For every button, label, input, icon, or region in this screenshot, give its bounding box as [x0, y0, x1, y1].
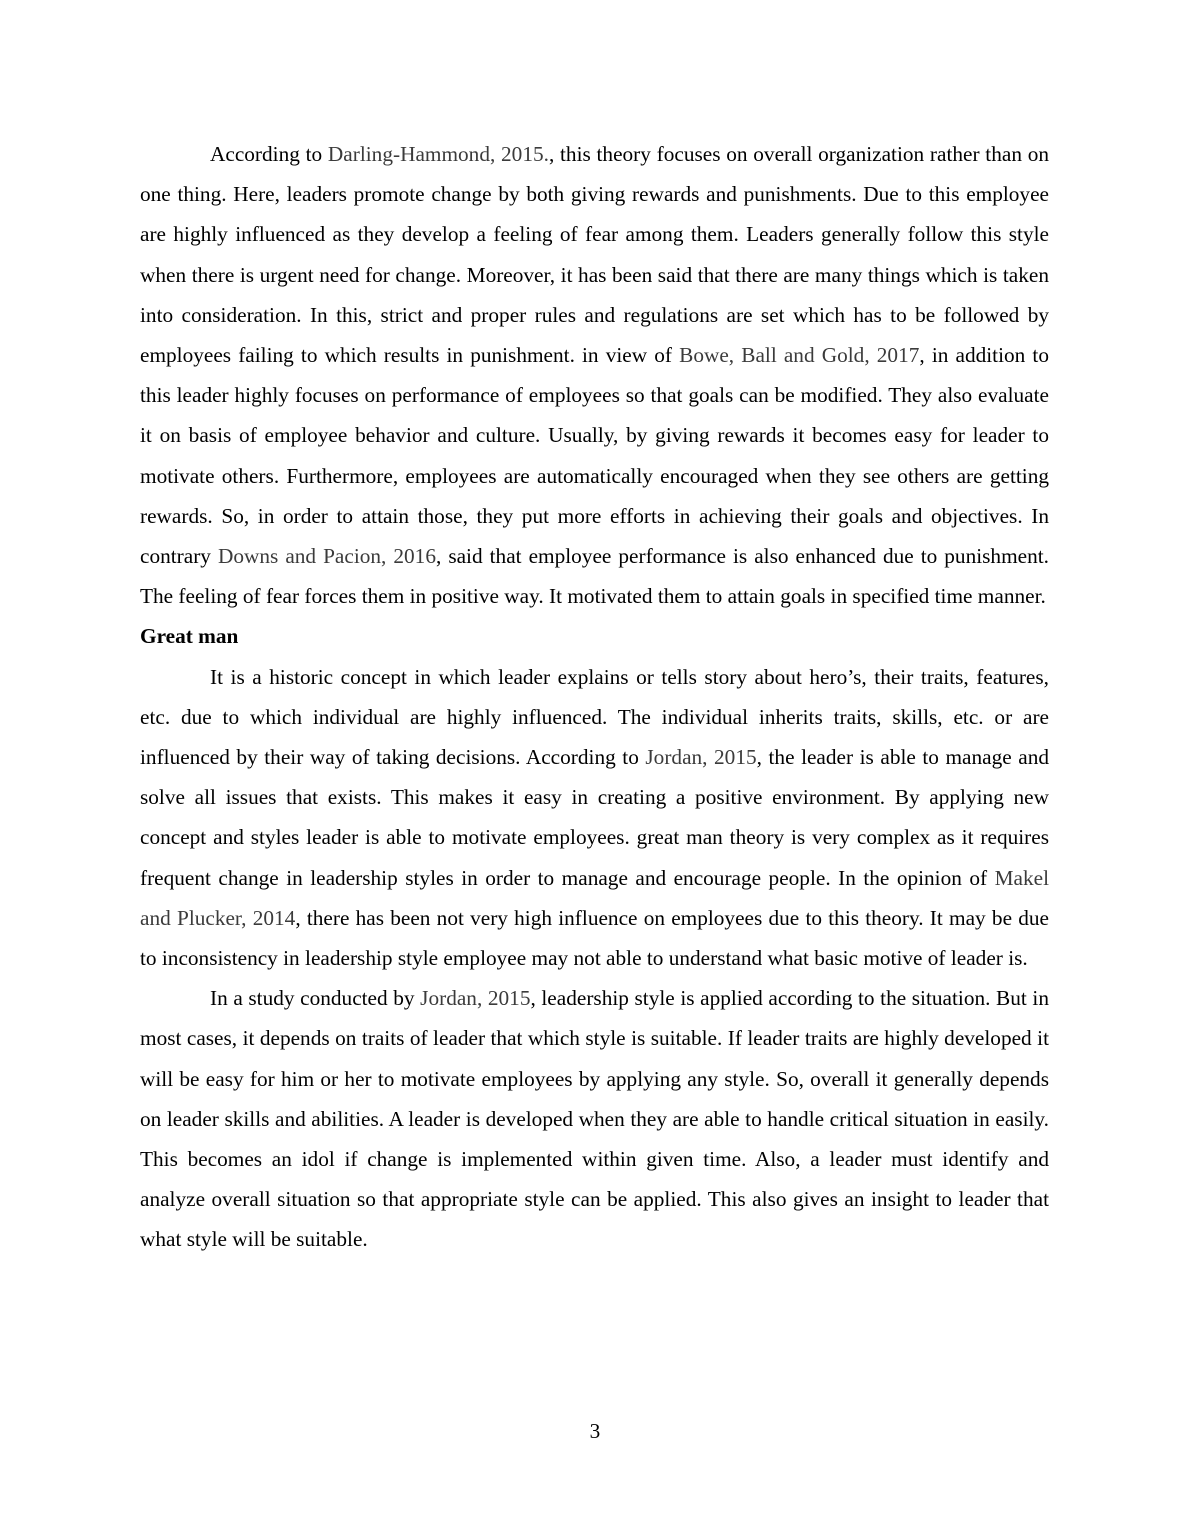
paragraph-text: It is a historic concept in which leader explains or tells story about hero’s, their traits, features, etc. due to which individual are highly influenced. The individual inherits traits, skills, etc. or are influenced by their way of taking decisions. According to [140, 664, 1049, 770]
paragraph-text: , leadership style is applied according to the situation. But in most cases, it depends on traits of leader that which style is suitable. If leader traits are highly developed it will be easy for him or her to motivate employees by applying any style. So, overall it generally depends on leader skills and abilities. A leader is developed when they are able to handle critical situation in easily. This becomes an idol if change is implemented within given time. Also, a leader must identify and analyze overall situation so that appropriate style can be applied. This also gives an insight to leader that what style will be suitable. [140, 986, 1049, 1252]
page-body [140, 134, 1049, 1260]
section-heading-great-man: Great man [140, 624, 239, 649]
paragraph-text: , there has been not very high influence on employees due to this theory. It may be due to inconsistency in leadership style employee may not able to understand what basic motive of leader is. [140, 905, 1049, 971]
paragraph-text: , this theory focuses on overall organization rather than on one thing. Here, leaders promote change by both giving rewards and punishments. Due to this employee are highly influenced as they develop a feeling of fear among them. Leaders generally follow this style when there is urgent need for change. Moreover, it has been said that there are many things which is taken into consideration. In this, strict and proper rules and regulations are set which has to be followed by employees failing to which results in punishment. in view of [140, 142, 1049, 368]
paragraph-text: , in addition to this leader highly focuses on performance of employees so that goals can be modified. They also evaluate it on basis of employee behavior and culture. Usually, by giving rewards it becomes easy for leader to motivate others. Furthermore, employees are automatically encouraged when they see others are getting rewards. So, in order to attain those, they put more efforts in achieving their goals and objectives. In contrary [140, 343, 1049, 569]
paragraph-text: In a study conducted by [210, 986, 421, 1011]
paragraph-leadership-rewards [140, 134, 1049, 616]
citation-bowe-ball-gold: Bowe, Ball and Gold, 2017 [679, 343, 920, 368]
citation-makel-plucker: Makel and Plucker, 2014 [140, 865, 1049, 930]
paragraph-situational-style [140, 978, 1049, 1259]
citation-jordan: Jordan, 2015 [645, 745, 757, 770]
citation-jordan: Jordan, 2015 [420, 986, 531, 1011]
citation-downs-pacion: Downs and Pacion, 2016 [217, 544, 436, 569]
paragraph-text: , the leader is able to manage and solve all issues that exists. This makes it easy in creating a positive environment. By applying new concept and styles leader is able to motivate employees. great man theory is very complex as it requires frequent change in leadership styles in order to manage and encourage people. In the opinion of [140, 745, 1049, 890]
paragraph-great-man-concept [140, 657, 1049, 979]
paragraph-text: According to [210, 142, 328, 166]
citation-darling-hammond: Darling-Hammond, 2015. [327, 142, 549, 166]
page-number: 3 [589, 1419, 601, 1443]
paragraph-text: , said that employee performance is also enhanced due to punishment. The feeling of fear forces them in positive way. It motivated them to attain goals in specified time manner. [140, 544, 1049, 609]
